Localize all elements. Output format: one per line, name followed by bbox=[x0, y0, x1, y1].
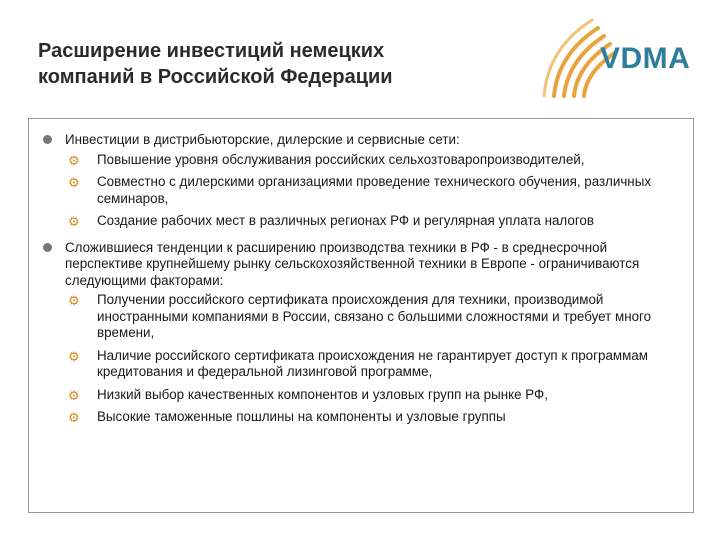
sub-bullet-icon: ⚙ bbox=[68, 293, 80, 308]
sub-bullet-item bbox=[65, 292, 688, 342]
sub-bullet-item bbox=[65, 152, 688, 169]
bullet-text: Инвестиции в дистрибьюторские, дилерские и сервисные сети: bbox=[65, 132, 460, 147]
bullet-item bbox=[38, 240, 688, 426]
sub-bullet-text: Получении российского сертификата происхождения для техники, производимой иностранными компаниями в России, связано с большими сложностями и требует много времени, bbox=[97, 292, 652, 340]
sub-bullet-item bbox=[65, 348, 688, 381]
sub-bullet-icon: ⚙ bbox=[68, 387, 80, 403]
sub-bullet-icon: ⚙ bbox=[68, 214, 80, 229]
title-line-1: Расширение инвестиций немецких bbox=[38, 40, 385, 62]
bullet-list bbox=[38, 132, 688, 436]
sub-bullet-text: Наличие российского сертификата происхождения не гарантирует доступ к программам кредитования и федеральной лизинговой программе, bbox=[97, 347, 648, 379]
sub-bullet-text: Низкий выбор качественных компонентов и узловых групп на рынке РФ, bbox=[97, 386, 548, 402]
sub-bullet-text: Совместно с дилерскими организациями проведение технического обучения, различных семинаров, bbox=[97, 174, 652, 206]
sub-bullet-item bbox=[65, 174, 688, 207]
bullet-dot-icon bbox=[43, 243, 52, 252]
sub-bullet-item bbox=[65, 409, 688, 426]
sub-bullet-icon: ⚙ bbox=[68, 175, 80, 190]
sub-bullet-icon: ⚙ bbox=[68, 348, 80, 364]
bullet-item bbox=[38, 132, 688, 230]
bullet-dot-icon bbox=[43, 135, 52, 144]
sub-bullet-text: Создание рабочих мест в различных регионах РФ и регулярная уплата налогов bbox=[97, 213, 594, 228]
title-line-2: компаний в Российской Федерации bbox=[38, 66, 393, 88]
logo-text: VDMA bbox=[600, 42, 691, 75]
slide-title bbox=[38, 38, 498, 90]
sub-bullet-text: Высокие таможенные пошлины на компоненты и узловые группы bbox=[97, 409, 506, 424]
sub-bullet-icon: ⚙ bbox=[68, 152, 80, 168]
sub-bullet-icon: ⚙ bbox=[68, 410, 80, 425]
sub-bullet-item bbox=[65, 213, 688, 230]
sub-bullet-item bbox=[65, 387, 688, 404]
sub-bullet-text: Повышение уровня обслуживания российских сельхозтоваропроизводителей, bbox=[97, 151, 585, 167]
bullet-text: Сложившиеся тенденции к расширению производства техники в РФ - в среднесрочной перспективе крупнейшему рынку сельскохозяйственной техники в Европе - ограничиваются следующими факторами: bbox=[65, 239, 640, 288]
